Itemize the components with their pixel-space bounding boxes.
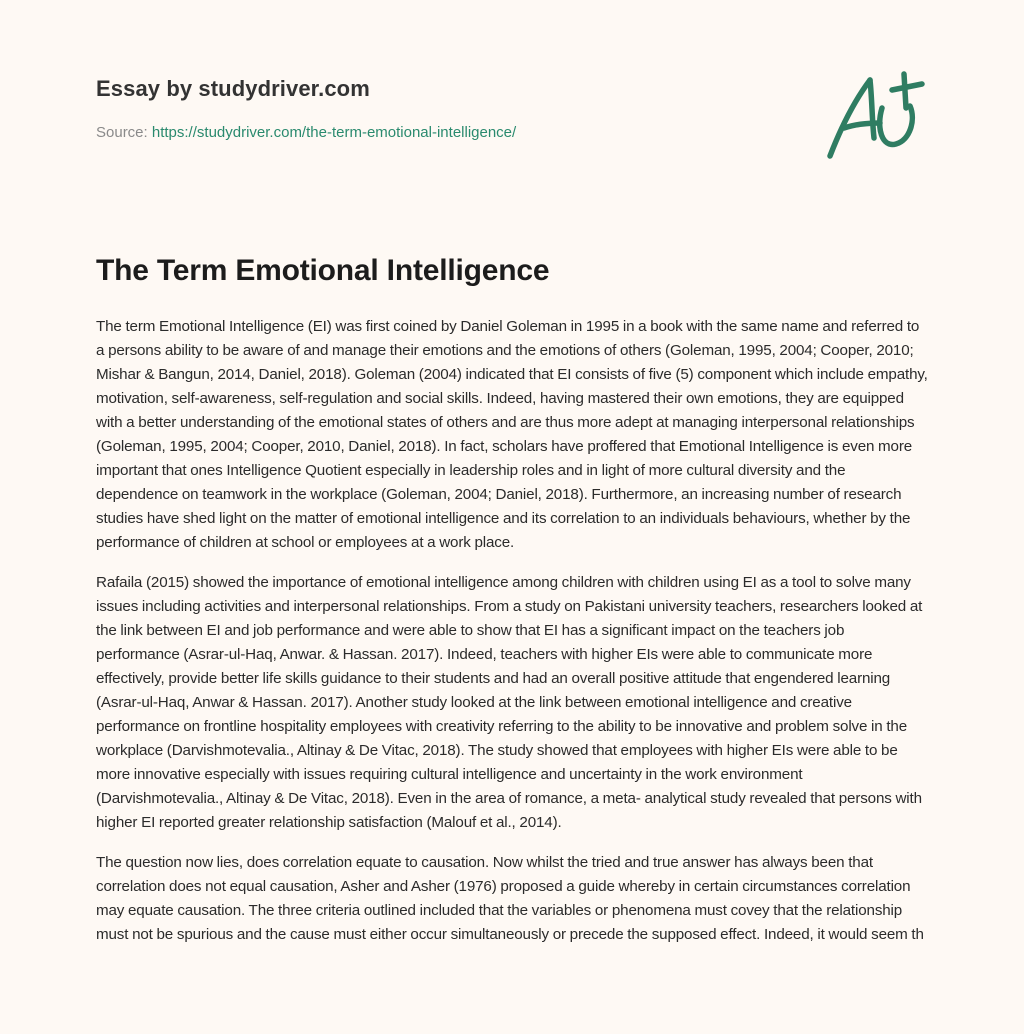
site-header [96, 0, 928, 200]
paragraph: The question now lies, does correlation equate to causation. Now whilst the tried and true answer has always been that correlation does not equal causation, Asher and Asher (1976) proposed a guide whereby in certain circumstances correlation may equate causation. The three criteria outlined included that the variables or phenomena must covey that the relationship must not be spurious and the cause must either occur simultaneously or precede the supposed effect. Indeed, it would seem th [96, 854, 924, 943]
paragraph: Rafaila (2015) showed the importance of emotional intelligence among children with children using EI as a tool to solve many issues including activities and interpersonal relationships. From a study on Pakistani university teachers, researchers looked at the link between EI and job performance and were able to show that EI has a significant impact on the teachers job performance (Asrar-ul-Haq, Anwar. & Hassan. 2017). Indeed, teachers with higher EIs were able to communicate more effectively, provide better life skills guidance to their students and had an overall positive attitude that engendered learning (Asrar-ul-Haq, Anwar & Hassan. 2017). Another study looked at the link between emotional intelligence and creative performance on frontline hospitality employees with creativity referring to the ability to be innovative and problem solve in the workplace (Darvishmotevalia., Altinay & De Vitac, 2018). The study showed that employees with higher EIs were able to be more innovative especially with issues requiring cultural intelligence and uncertainty in the work environment (Darvishmotevalia., Altinay & De Vitac, 2018). Even in the area of romance, a meta- analytical study revealed that persons with higher EI reported greater relationship satisfaction (Malouf et al., 2014). [96, 574, 923, 831]
article-title: The Term Emotional Intelligence [96, 254, 550, 287]
source-line [96, 124, 516, 141]
article-body [96, 315, 928, 963]
essay-page [96, 0, 928, 943]
source-label: Source: [96, 124, 152, 141]
a-plus-grade-icon [826, 68, 926, 164]
paragraph: The term Emotional Intelligence (EI) was first coined by Daniel Goleman in 1995 in a book with the same name and referred to a persons ability to be aware of and manage their emotions and the emotions of others (Goleman, 1995, 2004; Cooper, 2010; Mishar & Bangun, 2014, Daniel, 2018). Goleman (2004) indicated that EI consists of five (5) component which include empathy, motivation, self-awareness, self-regulation and social skills. Indeed, having mastered their own emotions, they are equipped with a better understanding of the emotional states of others and are thus more adept at managing interpersonal relationships (Goleman, 1995, 2004; Cooper, 2010, Daniel, 2018). In fact, scholars have proffered that Emotional Intelligence is even more important that ones Intelligence Quotient especially in leadership roles and in light of more cultural diversity and the dependence on teamwork in the workplace (Goleman, 2004; Daniel, 2018). Furthermore, an increasing number of research studies have shed light on the matter of emotional intelligence and its correlation to an individuals behaviours, whether by the performance of children at school or employees at a work place. [96, 318, 928, 551]
source-link[interactable]: https://studydriver.com/the-term-emotional-intelligence/ [151, 124, 517, 141]
brand-title: Essay by studydriver.com [96, 76, 370, 101]
